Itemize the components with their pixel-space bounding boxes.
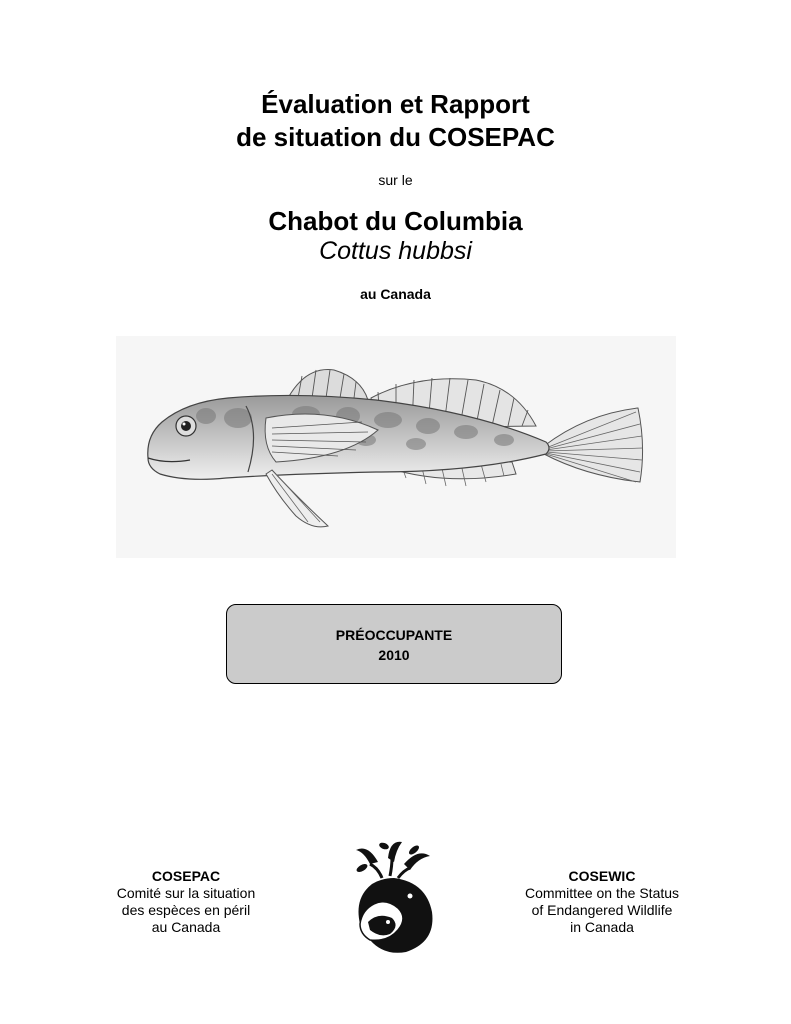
footer-right-line3: in Canada [570, 919, 634, 935]
footer-french-committee [86, 868, 286, 936]
report-title [0, 88, 791, 154]
species-common-name: Chabot du Columbia [268, 206, 523, 236]
footer-right-line1: Committee on the Status [524, 885, 680, 901]
title-line-1: Évaluation et Rapport [261, 89, 530, 119]
status-year: 2010 [378, 647, 410, 663]
footer-left-line3: au Canada [151, 919, 221, 935]
fish-illustration [116, 336, 676, 558]
species-scientific-name: Cottus hubbsi [319, 237, 472, 265]
connector-text: sur le [378, 172, 413, 188]
region-text: au Canada [360, 286, 431, 302]
status-box [226, 604, 562, 684]
footer-english-committee [502, 868, 702, 936]
footer-right-line2: of Endangered Wildlife [531, 902, 673, 918]
footer-left-line2: des espèces en péril [121, 902, 251, 918]
footer-left-abbr: COSEPAC [151, 868, 221, 884]
footer-left-line1: Comité sur la situation [116, 885, 256, 901]
status-designation: PRÉOCCUPANTE [335, 627, 453, 643]
footer-right-abbr: COSEWIC [568, 868, 636, 884]
title-line-2: de situation du COSEPAC [236, 122, 555, 152]
cosewic-logo-icon [348, 838, 440, 956]
fish-drawing-icon [116, 336, 676, 558]
